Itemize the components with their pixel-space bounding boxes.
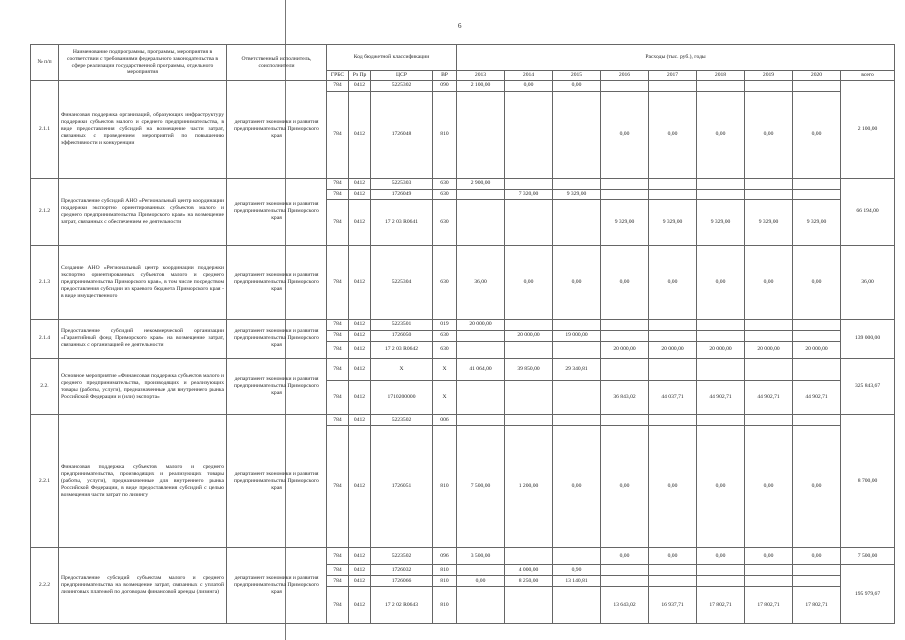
header-year-2014: 2014: [505, 71, 553, 81]
value-2019: [745, 576, 793, 587]
value-2014: [505, 547, 553, 564]
code-vr: X: [433, 380, 457, 415]
code-rzpr: 0412: [349, 246, 371, 320]
value-2014: [505, 200, 553, 246]
budget-table: [30, 44, 895, 624]
table-row: [31, 415, 895, 426]
value-2014: [505, 91, 553, 178]
row-name: Предоставление субсидий некоммерческой организации «Гарантийный фонд Приморского края» на возмещение затрат, связанных с организацией ее деятельности: [59, 319, 227, 358]
value-2017: 20 000,00: [649, 341, 697, 358]
value-2013: 41 064,00: [457, 358, 505, 380]
row-name: Финансовая поддержка субъектов малого и среднего предпринимательства, производящих и реализующих товары (работы, услуги), предназначенные для внутреннего рынка Российской Федерации, в виде предоставления субсидий с целью возмещения части затрат по лизингу: [59, 415, 227, 548]
code-rzpr: 0412: [349, 358, 371, 380]
code-rzpr: 0412: [349, 91, 371, 178]
value-2019: 0,00: [745, 91, 793, 178]
code-vr: 810: [433, 426, 457, 548]
value-2014: 0,00: [505, 81, 553, 92]
value-2017: [649, 81, 697, 92]
value-2014: 8 250,00: [505, 576, 553, 587]
value-2013: [457, 189, 505, 200]
row-responsible: департамент экономики и развития предпринимательства Приморского края: [227, 178, 327, 245]
code-vr: 810: [433, 587, 457, 624]
row-number: 2.1.4: [31, 319, 59, 358]
value-2015: 0,00: [553, 426, 601, 548]
code-grbs: 784: [327, 358, 349, 380]
value-2015: 0,00: [553, 81, 601, 92]
row-responsible: департамент экономики и развития предпринимательства Приморского края: [227, 415, 327, 548]
code-vr: 630: [433, 246, 457, 320]
row-number: 2.1.3: [31, 246, 59, 320]
code-csr: 1726048: [371, 91, 433, 178]
row-responsible: департамент экономики и развития предпринимательства Приморского края: [227, 246, 327, 320]
code-csr: 1726051: [371, 426, 433, 548]
code-vr: 019: [433, 319, 457, 330]
value-2019: [745, 319, 793, 330]
header-year-total: всего: [841, 71, 895, 81]
value-2013: 36,00: [457, 246, 505, 320]
row-total: 8 700,00: [841, 415, 895, 548]
header-code-vr: ВР: [433, 71, 457, 81]
value-2015: [553, 380, 601, 415]
code-vr: 630: [433, 200, 457, 246]
header-code-group: Код бюджетной классификации: [327, 45, 457, 71]
value-2014: [505, 415, 553, 426]
value-2018: 9 329,00: [697, 200, 745, 246]
code-grbs: 784: [327, 330, 349, 341]
value-2017: [649, 415, 697, 426]
table-row: [31, 81, 895, 92]
value-2015: [553, 200, 601, 246]
value-2017: 44 037,71: [649, 380, 697, 415]
code-csr: 5223501: [371, 319, 433, 330]
value-2020: [793, 415, 841, 426]
code-grbs: 784: [327, 587, 349, 624]
value-2016: 13 643,02: [601, 587, 649, 624]
code-grbs: 784: [327, 565, 349, 576]
code-rzpr: 0412: [349, 576, 371, 587]
value-2019: [745, 81, 793, 92]
code-rzpr: 0412: [349, 81, 371, 92]
row-name: Финансовая поддержка организаций, образующих инфраструктуру поддержки субъектов малого и среднего предпринимательства, в виде предоставления субсидий на возмещение части затрат, связанных с проведением мероприятий по повышению эффективности и конкуренции: [59, 81, 227, 179]
code-grbs: 784: [327, 91, 349, 178]
value-2014: 20 000,00: [505, 330, 553, 341]
table-row: [31, 178, 895, 189]
header-year-2016: 2016: [601, 71, 649, 81]
row-responsible: департамент экономики и развития предпринимательства Приморского края: [227, 358, 327, 414]
value-2014: [505, 178, 553, 189]
header-code-grbs: ГРБС: [327, 71, 349, 81]
value-2014: 7 320,00: [505, 189, 553, 200]
header-responsible: Ответственный исполнитель, соисполнители: [227, 45, 327, 81]
value-2014: 4 000,00: [505, 565, 553, 576]
value-2020: 20 000,00: [793, 341, 841, 358]
code-rzpr: 0412: [349, 200, 371, 246]
value-2017: [649, 358, 697, 380]
row-number: 2.2.: [31, 358, 59, 414]
header-year-2017: 2017: [649, 71, 697, 81]
row-total: 66 194,00: [841, 178, 895, 245]
code-grbs: 784: [327, 200, 349, 246]
value-2019: 0,00: [745, 547, 793, 564]
value-2013: 2 900,00: [457, 178, 505, 189]
value-2016: 0,00: [601, 426, 649, 548]
code-vr: 630: [433, 189, 457, 200]
value-2020: [793, 319, 841, 330]
value-2013: 2 100,00: [457, 81, 505, 92]
value-2016: 20 000,00: [601, 341, 649, 358]
header-year-2020: 2020: [793, 71, 841, 81]
value-2020: [793, 358, 841, 380]
value-2016: [601, 358, 649, 380]
code-csr: 1726050: [371, 330, 433, 341]
value-2017: [649, 565, 697, 576]
value-2018: [697, 358, 745, 380]
table-row: [31, 246, 895, 320]
value-2020: 44 902,71: [793, 380, 841, 415]
value-2018: [697, 81, 745, 92]
header-year-2018: 2018: [697, 71, 745, 81]
value-2017: 0,00: [649, 91, 697, 178]
value-2018: [697, 178, 745, 189]
value-2018: 0,00: [697, 547, 745, 564]
value-2016: [601, 319, 649, 330]
value-2015: 9 329,00: [553, 189, 601, 200]
code-grbs: 784: [327, 178, 349, 189]
value-2017: [649, 319, 697, 330]
code-vr: 810: [433, 91, 457, 178]
code-vr: 630: [433, 341, 457, 358]
code-csr: 17 2 03 R0641: [371, 200, 433, 246]
value-2017: 16 937,71: [649, 587, 697, 624]
value-2013: 20 000,00: [457, 319, 505, 330]
code-csr: 5223502: [371, 415, 433, 426]
value-2020: [793, 330, 841, 341]
value-2018: 44 902,71: [697, 380, 745, 415]
value-2015: [553, 319, 601, 330]
header-year-2013: 2013: [457, 71, 505, 81]
value-2017: 9 329,00: [649, 200, 697, 246]
code-csr: 5225304: [371, 246, 433, 320]
table-row: [31, 319, 895, 330]
value-2013: [457, 380, 505, 415]
code-rzpr: 0412: [349, 547, 371, 564]
value-2016: [601, 415, 649, 426]
value-2017: [649, 576, 697, 587]
value-2017: [649, 178, 697, 189]
value-2020: 0,00: [793, 426, 841, 548]
header-name: Наименование подпрограммы, программы, мероприятия в соответствии с требованиями федерального законодательства в сфере реализации государственной программы, отдельного мероприятия: [59, 45, 227, 81]
value-2020: 9 329,00: [793, 200, 841, 246]
value-2018: [697, 576, 745, 587]
row-total: 2 100,00: [841, 81, 895, 179]
code-csr: 1726049: [371, 189, 433, 200]
row-number: 2.2.2: [31, 547, 59, 623]
value-2020: [793, 81, 841, 92]
value-2014: 0,00: [505, 246, 553, 320]
code-rzpr: 0412: [349, 330, 371, 341]
value-2014: [505, 587, 553, 624]
header-year-2019: 2019: [745, 71, 793, 81]
table-row: [31, 547, 895, 564]
value-2018: [697, 330, 745, 341]
header-num: № п/п: [31, 45, 59, 81]
code-grbs: 784: [327, 426, 349, 548]
value-2016: 9 329,00: [601, 200, 649, 246]
value-2015: [553, 587, 601, 624]
value-2013: [457, 330, 505, 341]
code-rzpr: 0412: [349, 426, 371, 548]
code-rzpr: 0412: [349, 178, 371, 189]
value-2015: 29 340,81: [553, 358, 601, 380]
value-2019: 0,00: [745, 426, 793, 548]
value-2016: 36 843,02: [601, 380, 649, 415]
code-grbs: 784: [327, 246, 349, 320]
code-vr: 630: [433, 330, 457, 341]
value-2018: 17 802,71: [697, 587, 745, 624]
row-number: 2.1.1: [31, 81, 59, 179]
value-2015: 19 000,00: [553, 330, 601, 341]
code-rzpr: 0412: [349, 380, 371, 415]
value-2020: 0,00: [793, 91, 841, 178]
value-2019: 44 902,71: [745, 380, 793, 415]
code-vr: 096: [433, 547, 457, 564]
code-rzpr: 0412: [349, 319, 371, 330]
value-2017: 0,00: [649, 426, 697, 548]
value-2018: 0,00: [697, 426, 745, 548]
value-2020: 0,00: [793, 547, 841, 564]
value-2019: 0,00: [745, 246, 793, 320]
value-2016: 0,00: [601, 246, 649, 320]
value-2018: 0,00: [697, 246, 745, 320]
code-grbs: 784: [327, 189, 349, 200]
value-2019: [745, 178, 793, 189]
code-rzpr: 0412: [349, 189, 371, 200]
code-grbs: 784: [327, 576, 349, 587]
code-vr: 810: [433, 565, 457, 576]
header-year-2015: 2015: [553, 71, 601, 81]
value-2018: [697, 319, 745, 330]
row-responsible: департамент экономики и развития предпринимательства Приморского края: [227, 319, 327, 358]
value-2015: [553, 341, 601, 358]
value-2016: [601, 189, 649, 200]
value-2016: [601, 178, 649, 189]
code-grbs: 784: [327, 415, 349, 426]
row-number: 2.2.1: [31, 415, 59, 548]
code-grbs: 784: [327, 547, 349, 564]
value-2015: [553, 415, 601, 426]
row-responsible: департамент экономики и развития предпринимательства Приморского края: [227, 81, 327, 179]
value-2014: [505, 319, 553, 330]
value-2019: 9 329,00: [745, 200, 793, 246]
value-2018: [697, 415, 745, 426]
value-2016: [601, 330, 649, 341]
value-2016: 0,00: [601, 547, 649, 564]
code-rzpr: 0412: [349, 587, 371, 624]
value-2019: [745, 358, 793, 380]
value-2013: [457, 91, 505, 178]
value-2015: [553, 91, 601, 178]
value-2014: [505, 341, 553, 358]
table-row: [31, 358, 895, 380]
code-csr: 1726032: [371, 565, 433, 576]
value-2013: [457, 341, 505, 358]
code-rzpr: 0412: [349, 565, 371, 576]
code-csr: 17 2 03 R0642: [371, 341, 433, 358]
row-total: 36,00: [841, 246, 895, 320]
value-2015: [553, 178, 601, 189]
value-2016: [601, 565, 649, 576]
row-total-top: 7 500,00: [841, 547, 895, 564]
value-2013: [457, 565, 505, 576]
value-2014: 39 850,00: [505, 358, 553, 380]
value-2015: [553, 547, 601, 564]
value-2018: 0,00: [697, 91, 745, 178]
code-vr: 630: [433, 178, 457, 189]
row-total: 325 843,67: [841, 358, 895, 414]
row-number: 2.1.2: [31, 178, 59, 245]
value-2015: 13 140,81: [553, 576, 601, 587]
code-vr: X: [433, 358, 457, 380]
value-2020: 17 802,71: [793, 587, 841, 624]
code-grbs: 784: [327, 319, 349, 330]
value-2020: [793, 576, 841, 587]
value-2019: [745, 565, 793, 576]
value-2019: [745, 189, 793, 200]
code-csr: X: [371, 358, 433, 380]
value-2018: [697, 189, 745, 200]
value-2013: 0,00: [457, 576, 505, 587]
value-2013: [457, 587, 505, 624]
code-grbs: 784: [327, 380, 349, 415]
code-vr: 090: [433, 81, 457, 92]
value-2013: [457, 415, 505, 426]
code-csr: 5223502: [371, 547, 433, 564]
value-2020: [793, 189, 841, 200]
code-vr: 006: [433, 415, 457, 426]
value-2013: [457, 200, 505, 246]
row-name: Предоставление субсидий АНО «Региональный центр координации поддержки экспортно ориентированных субъектов малого и среднего предпринимательства Приморского края» на возмещение затрат, связанных с обеспечением ее деятельности: [59, 178, 227, 245]
value-2015: 0,00: [553, 246, 601, 320]
value-2020: [793, 565, 841, 576]
value-2014: [505, 380, 553, 415]
code-grbs: 784: [327, 341, 349, 358]
value-2016: [601, 576, 649, 587]
value-2014: 1 200,00: [505, 426, 553, 548]
header-code-csr: ЦСР: [371, 71, 433, 81]
value-2015: 0,90: [553, 565, 601, 576]
code-csr: 17 2 02 R0643: [371, 587, 433, 624]
code-csr: 5225303: [371, 178, 433, 189]
code-vr: 810: [433, 576, 457, 587]
value-2013: 3 500,00: [457, 547, 505, 564]
code-grbs: 784: [327, 81, 349, 92]
value-2018: 20 000,00: [697, 341, 745, 358]
value-2016: [601, 81, 649, 92]
value-2020: [793, 178, 841, 189]
value-2019: 17 802,71: [745, 587, 793, 624]
code-rzpr: 0412: [349, 415, 371, 426]
code-rzpr: 0412: [349, 341, 371, 358]
row-name: Создание АНО «Региональный центр координации поддержки экспортно ориентированных субъектов малого и среднего предпринимательства Приморского края», в том числе посредством предоставления субсидии из краевого бюджета Приморского края - в виде имущественного: [59, 246, 227, 320]
header-code-rzpr: Рз Пр: [349, 71, 371, 81]
value-2019: 20 000,00: [745, 341, 793, 358]
code-csr: 1726066: [371, 576, 433, 587]
value-2017: 0,00: [649, 246, 697, 320]
value-2013: 7 500,00: [457, 426, 505, 548]
header-expenses-group: Расходы (тыс. руб.), годы: [457, 45, 895, 71]
value-2016: 0,00: [601, 91, 649, 178]
row-total: 139 000,00: [841, 319, 895, 358]
value-2020: 0,00: [793, 246, 841, 320]
code-csr: 1710200000: [371, 380, 433, 415]
page-number: 6: [458, 22, 462, 30]
code-csr: 5225302: [371, 81, 433, 92]
row-responsible: департамент экономики и развития предпринимательства Приморского края: [227, 547, 327, 623]
value-2017: [649, 330, 697, 341]
value-2019: [745, 415, 793, 426]
row-total: 195 979,67: [841, 565, 895, 624]
value-2017: 0,00: [649, 547, 697, 564]
value-2019: [745, 330, 793, 341]
row-name: Предоставление субсидий субъектам малого и среднего предпринимательства на возмещение затрат, связанных с уплатой лизинговых платежей по договорам финансовой аренды (лизинга): [59, 547, 227, 623]
value-2017: [649, 189, 697, 200]
value-2018: [697, 565, 745, 576]
row-name: Основное мероприятие «Финансовая поддержка субъектов малого и среднего предпринимательства, производящих и реализующих товары (работы, услуги), предназначенные для внутреннего рынка Российской Федерации и (или) экспорта»: [59, 358, 227, 414]
